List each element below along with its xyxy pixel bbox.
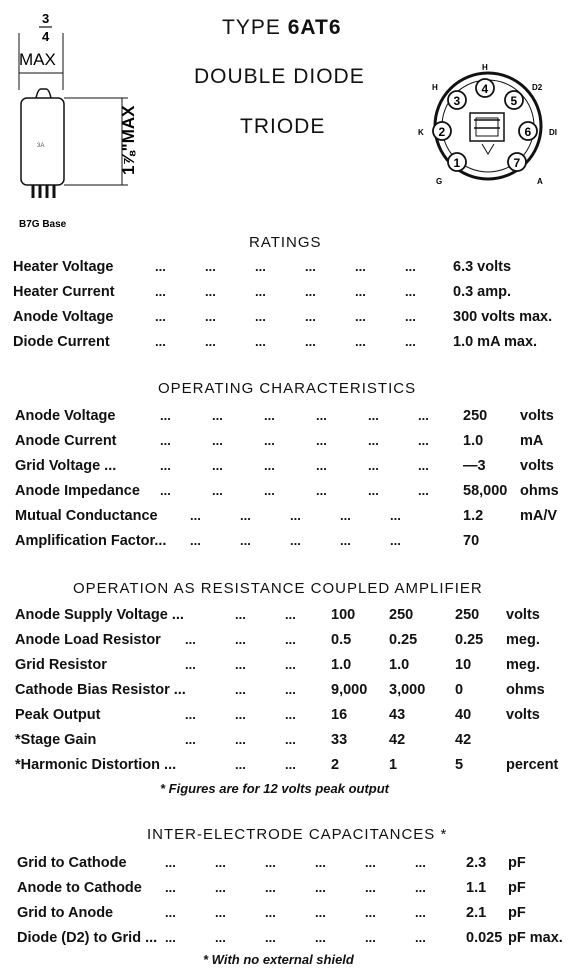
pin-1 — [448, 153, 466, 171]
operating-row: Grid Voltage ... — [15, 458, 117, 474]
pin-4 — [476, 79, 494, 97]
operating-value: 70 — [463, 533, 480, 549]
cap-value: 0.025 — [466, 930, 503, 946]
dot-leader: ... — [212, 458, 223, 473]
dot-leader: ... — [290, 533, 301, 548]
ratings-row: Heater Voltage — [13, 259, 114, 275]
operating-heading: OPERATING CHARACTERISTICS — [158, 380, 417, 397]
dot-leader: ... — [215, 880, 226, 895]
amp-v2: 1.0 — [389, 657, 410, 673]
amp-v3: 42 — [455, 732, 472, 748]
pin-2 — [433, 122, 451, 140]
amplifier-row: Anode Load Resistor — [15, 632, 161, 648]
dot-leader: ... — [185, 732, 196, 747]
dot-leader: ... — [264, 408, 275, 423]
dot-leader: ... — [235, 732, 246, 747]
operating-unit: mA/V — [520, 508, 558, 524]
dot-leader: ... — [415, 930, 426, 945]
dot-leader: ... — [390, 508, 401, 523]
dot-leader: ... — [405, 309, 416, 324]
type-title — [222, 16, 342, 40]
dot-leader: ... — [185, 632, 196, 647]
dot-leader: ... — [264, 483, 275, 498]
ratings-value: 6.3 volts — [453, 259, 512, 275]
dot-leader: ... — [235, 657, 246, 672]
dot-leader: ... — [290, 508, 301, 523]
dot-leader: ... — [264, 433, 275, 448]
dot-leader: ... — [316, 408, 327, 423]
pin-label-h-top: H — [482, 63, 488, 72]
capacitances-footnote: * With no external shield — [203, 952, 354, 967]
dot-leader: ... — [155, 259, 166, 274]
amp-v2: 42 — [389, 732, 406, 748]
dot-leader: ... — [305, 259, 316, 274]
dot-leader: ... — [285, 632, 296, 647]
capacitances-heading: INTER-ELECTRODE CAPACITANCES * — [147, 826, 448, 843]
width-max-label: MAX — [19, 50, 56, 69]
dot-leader: ... — [165, 855, 176, 870]
amplifier-row: Cathode Bias Resistor ... — [15, 682, 186, 698]
dot-leader: ... — [418, 408, 429, 423]
dot-leader: ... — [165, 930, 176, 945]
amplifier-row: Anode Supply Voltage ... — [15, 607, 184, 623]
dot-leader: ... — [355, 334, 366, 349]
dot-leader: ... — [155, 284, 166, 299]
type-number: 6AT6 — [287, 16, 342, 39]
dot-leader: ... — [316, 458, 327, 473]
dot-leader: ... — [255, 259, 266, 274]
ratings-heading: RATINGS — [249, 234, 322, 251]
dot-leader: ... — [212, 408, 223, 423]
pin-label-h-left: H — [432, 83, 438, 92]
tube-outline-drawing — [10, 5, 140, 230]
dot-leader: ... — [405, 259, 416, 274]
dot-leader: ... — [255, 334, 266, 349]
amp-v1: 100 — [331, 607, 356, 623]
dot-leader: ... — [215, 905, 226, 920]
dot-leader: ... — [165, 880, 176, 895]
svg-text:6: 6 — [524, 125, 532, 139]
dot-leader: ... — [190, 533, 201, 548]
operating-row: Anode Voltage — [15, 408, 116, 424]
svg-text:4: 4 — [481, 82, 489, 96]
svg-text:1: 1 — [453, 156, 461, 170]
amp-v1: 16 — [331, 707, 348, 723]
dot-leader: ... — [365, 855, 376, 870]
amp-v3: 0.25 — [455, 632, 484, 648]
dot-leader: ... — [165, 905, 176, 920]
dot-leader: ... — [340, 533, 351, 548]
amp-unit: volts — [506, 607, 540, 623]
amp-v1: 0.5 — [331, 632, 352, 648]
dot-leader: ... — [418, 483, 429, 498]
dot-leader: ... — [305, 309, 316, 324]
amplifier-row: *Harmonic Distortion ... — [15, 757, 177, 773]
dot-leader: ... — [235, 632, 246, 647]
cap-row: Grid to Cathode — [17, 855, 127, 871]
amp-unit: volts — [506, 707, 540, 723]
dot-leader: ... — [215, 855, 226, 870]
operating-row: Amplification Factor... — [15, 533, 167, 549]
operating-value: 1.2 — [463, 508, 484, 524]
subtitle-triode: TRIODE — [240, 115, 326, 138]
amp-v1: 33 — [331, 732, 348, 748]
ratings-value: 300 volts max. — [453, 309, 553, 325]
dot-leader: ... — [305, 284, 316, 299]
dot-leader: ... — [285, 607, 296, 622]
dot-leader: ... — [160, 408, 171, 423]
dot-leader: ... — [212, 483, 223, 498]
svg-text:3: 3 — [453, 94, 461, 108]
dot-leader: ... — [235, 757, 246, 772]
dot-leader: ... — [265, 855, 276, 870]
dot-leader: ... — [235, 682, 246, 697]
dot-leader: ... — [265, 905, 276, 920]
amp-v2: 0.25 — [389, 632, 418, 648]
operating-value: 58,000 — [463, 483, 508, 499]
operating-unit: ohms — [520, 483, 559, 499]
dot-leader: ... — [205, 259, 216, 274]
dot-leader: ... — [315, 930, 326, 945]
dot-leader: ... — [368, 458, 379, 473]
dot-leader: ... — [160, 458, 171, 473]
ratings-value: 0.3 amp. — [453, 284, 512, 300]
amplifier-row: *Stage Gain — [15, 732, 97, 748]
amplifier-heading: OPERATION AS RESISTANCE COUPLED AMPLIFIER — [73, 580, 483, 597]
amplifier-row: Peak Output — [15, 707, 101, 723]
dot-leader: ... — [240, 508, 251, 523]
ratings-row: Diode Current — [13, 334, 110, 350]
dot-leader: ... — [316, 433, 327, 448]
amp-v3: 0 — [455, 682, 464, 698]
amp-v1: 9,000 — [331, 682, 368, 698]
dot-leader: ... — [355, 284, 366, 299]
operating-row: Mutual Conductance — [15, 508, 158, 524]
pin-5 — [505, 91, 523, 109]
dot-leader: ... — [365, 930, 376, 945]
dot-leader: ... — [160, 433, 171, 448]
subtitle-double-diode: DOUBLE DIODE — [194, 65, 365, 88]
dot-leader: ... — [190, 508, 201, 523]
amp-v3: 250 — [455, 607, 480, 623]
dot-leader: ... — [205, 309, 216, 324]
operating-value: —3 — [463, 458, 486, 474]
pin-label-g: G — [436, 177, 443, 186]
amp-unit: percent — [506, 757, 559, 773]
operating-value: 1.0 — [463, 433, 484, 449]
cap-unit: pF — [508, 855, 526, 871]
dot-leader: ... — [365, 905, 376, 920]
pin-7 — [508, 153, 526, 171]
dot-leader: ... — [285, 682, 296, 697]
cap-row: Diode (D2) to Grid ... — [17, 930, 158, 946]
dot-leader: ... — [160, 483, 171, 498]
cap-row: Anode to Cathode — [17, 880, 142, 896]
svg-text:7: 7 — [513, 156, 521, 170]
cap-unit: pF — [508, 905, 526, 921]
base-caption: B7G Base — [19, 219, 67, 230]
pin-label-d2: D2 — [532, 83, 543, 92]
amp-unit: meg. — [506, 657, 540, 673]
ratings-row: Anode Voltage — [13, 309, 114, 325]
dot-leader: ... — [405, 284, 416, 299]
svg-text:3A: 3A — [37, 143, 45, 149]
pin-6 — [519, 122, 537, 140]
width-numerator: 3 — [42, 11, 50, 26]
ratings-value: 1.0 mA max. — [453, 334, 538, 350]
operating-unit: volts — [520, 408, 554, 424]
dot-leader: ... — [355, 309, 366, 324]
pin-3 — [448, 91, 466, 109]
dot-leader: ... — [265, 930, 276, 945]
dot-leader: ... — [368, 408, 379, 423]
dot-leader: ... — [315, 855, 326, 870]
dot-leader: ... — [390, 533, 401, 548]
pin-label-d1: DI — [549, 128, 557, 137]
amp-v3: 5 — [455, 757, 464, 773]
dot-leader: ... — [355, 259, 366, 274]
dot-leader: ... — [205, 334, 216, 349]
dot-leader: ... — [418, 458, 429, 473]
pin-connection-diagram — [418, 58, 568, 188]
type-prefix: TYPE — [222, 16, 281, 39]
dot-leader: ... — [285, 657, 296, 672]
cap-row: Grid to Anode — [17, 905, 114, 921]
cap-value: 2.1 — [466, 905, 487, 921]
dot-leader: ... — [235, 707, 246, 722]
dot-leader: ... — [255, 284, 266, 299]
cap-value: 1.1 — [466, 880, 487, 896]
dot-leader: ... — [265, 880, 276, 895]
pin-label-k: K — [418, 128, 424, 137]
dot-leader: ... — [285, 707, 296, 722]
dot-leader: ... — [315, 905, 326, 920]
amp-v2: 3,000 — [389, 682, 426, 698]
amplifier-footnote: * Figures are for 12 volts peak output — [160, 781, 389, 796]
dot-leader: ... — [415, 905, 426, 920]
dot-leader: ... — [418, 433, 429, 448]
operating-unit: volts — [520, 458, 554, 474]
dot-leader: ... — [305, 334, 316, 349]
amp-v3: 10 — [455, 657, 472, 673]
amp-unit: ohms — [506, 682, 545, 698]
dot-leader: ... — [365, 880, 376, 895]
dot-leader: ... — [240, 533, 251, 548]
amp-v1: 1.0 — [331, 657, 352, 673]
width-denominator: 4 — [42, 29, 50, 44]
dot-leader: ... — [155, 309, 166, 324]
amp-v3: 40 — [455, 707, 472, 723]
dot-leader: ... — [285, 757, 296, 772]
svg-text:2: 2 — [438, 125, 446, 139]
svg-text:5: 5 — [510, 94, 518, 108]
amplifier-row: Grid Resistor — [15, 657, 107, 673]
operating-row: Anode Current — [15, 433, 117, 449]
operating-unit: mA — [520, 433, 544, 449]
pin-label-a: A — [537, 177, 543, 186]
dot-leader: ... — [315, 880, 326, 895]
dot-leader: ... — [205, 284, 216, 299]
dot-leader: ... — [368, 483, 379, 498]
cap-unit: pF — [508, 880, 526, 896]
dot-leader: ... — [415, 855, 426, 870]
dot-leader: ... — [340, 508, 351, 523]
dot-leader: ... — [405, 334, 416, 349]
dot-leader: ... — [415, 880, 426, 895]
cap-unit: pF max. — [508, 930, 563, 946]
cap-value: 2.3 — [466, 855, 487, 871]
height-max-label: 1⅞"MAX — [119, 105, 138, 175]
dot-leader: ... — [368, 433, 379, 448]
dot-leader: ... — [215, 930, 226, 945]
dot-leader: ... — [285, 732, 296, 747]
amp-v2: 250 — [389, 607, 414, 623]
dot-leader: ... — [212, 433, 223, 448]
dot-leader: ... — [316, 483, 327, 498]
operating-value: 250 — [463, 408, 488, 424]
dot-leader: ... — [155, 334, 166, 349]
dot-leader: ... — [185, 657, 196, 672]
amp-v2: 43 — [389, 707, 406, 723]
dot-leader: ... — [264, 458, 275, 473]
ratings-row: Heater Current — [13, 284, 115, 300]
dot-leader: ... — [235, 607, 246, 622]
amp-v2: 1 — [389, 757, 398, 773]
amp-v1: 2 — [331, 757, 340, 773]
dot-leader: ... — [255, 309, 266, 324]
dot-leader: ... — [185, 707, 196, 722]
operating-row: Anode Impedance — [15, 483, 140, 499]
amp-unit: meg. — [506, 632, 540, 648]
